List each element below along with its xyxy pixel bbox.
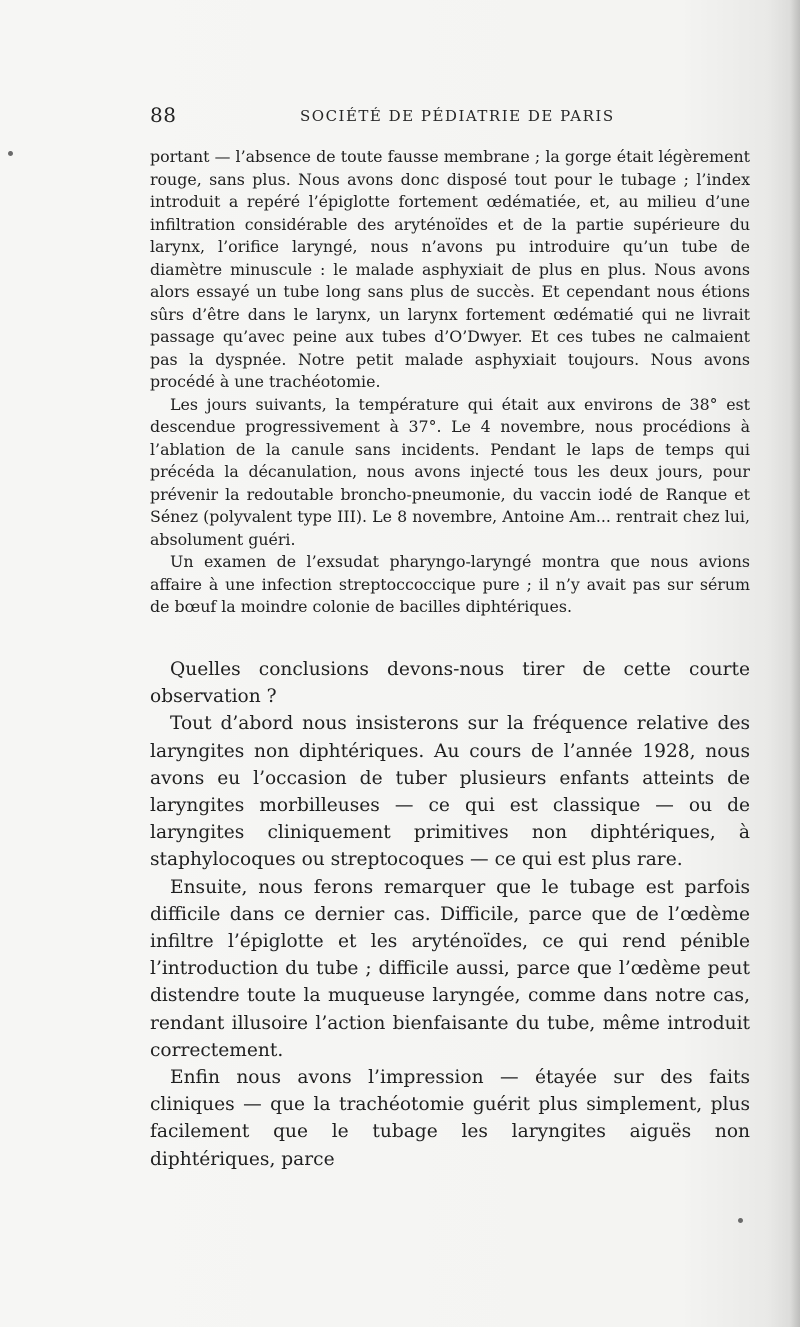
ink-speck [738,1218,743,1223]
paragraph: Les jours suivants, la température qui était aux environs de 38° est descendue progressivement à 37°. Le 4 novembre, nous procédions à l’ablation de la canule sans incidents. Pendant le laps de temps qui précéda la décanulation, nous avons injecté tous les deux jours, pour prévenir la redoutable broncho-pneumonie, du vaccin iodé de Ranque et Sénez (polyvalent type III). Le 8 novembre, Antoine Am... rentrait chez lui, absolument guéri. [150,394,750,549]
running-head: SOCIÉTÉ DE PÉDIATRIE DE PARIS [300,107,615,125]
paragraph: portant — l’absence de toute fausse membrane ; la gorge était légèrement rouge, sans plus. Nous avons donc disposé tout pour le tubage ; l’index introduit a repéré l’épiglotte fortement œdématiée, et, au milieu d’une infiltration considérable des aryténoïdes et de la partie supérieure du larynx, l’orifice laryngé, nous n’avons pu introduire qu’un tube de diamètre minuscule : le malade asphyxiait de plus en plus. Nous avons alors essayé un tube long sans plus de succès. Et cependant nous étions sûrs d’être dans le larynx, un larynx fortement œdématié qui ne livrait passage qu’avec peine aux tubes d’O’Dwyer. Et ces tubes ne calmaient pas la dyspnée. Notre petit malade asphyxiait toujours. Nous avons procédé à une trachéotomie. [150,147,750,391]
paragraph: Un examen de l’exsudat pharyngo-laryngé montra que nous avions affaire à une infection streptoccoccique pure ; il n’y avait pas sur sérum de bœuf la moindre colonie de bacilles diphtériques. [150,552,750,616]
paragraph: Enfin nous avons l’impression — étayée sur des faits cliniques — que la trachéotomie guérit plus simplement, plus facilement que le tubage les laryngites aiguës non diphtériques, parce [150,1067,750,1170]
paragraph: Tout d’abord nous insisterons sur la fréquence relative des laryngites non diphtériques. Au cours de l’année 1928, nous avons eu l’occasion de tuber plusieurs enfants atteints de laryngites morbilleuses — ce qui est classique — ou de laryngites cliniquement primitives non diphtériques, à staphylocoques ou streptocoques — ce qui est plus rare. [150,713,750,871]
ink-speck [8,151,13,156]
paragraph: Ensuite, nous ferons remarquer que le tubage est parfois difficile dans ce dernier cas. Difficile, parce que de l’œdème infiltre l’épiglotte et les aryténoïdes, ce qui rend pénible l’introduction du tube ; difficile aussi, parce que l’œdème peut distendre toute la muqueuse laryngée, comme dans notre cas, rendant illusoire l’action bienfaisante du tube, même introduit correctement. [150,876,750,1061]
case-report-text [150,146,750,619]
discussion-text [150,656,750,1173]
paragraph: Quelles conclusions devons-nous tirer de cette courte observation ? [150,659,750,708]
page-number: 88 [150,103,177,127]
page-edge-shadow [790,0,800,1327]
page-header [150,103,750,131]
